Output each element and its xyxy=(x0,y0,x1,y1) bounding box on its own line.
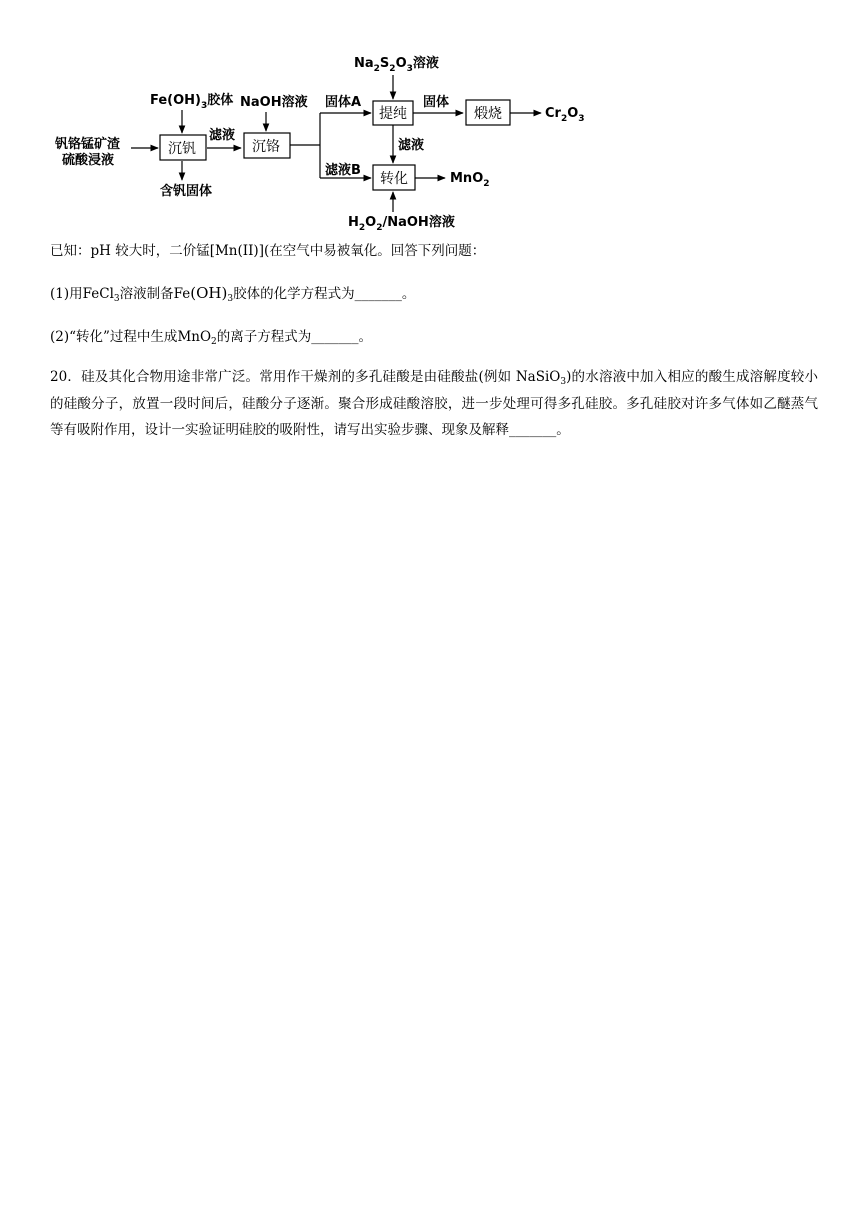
box-precipitate-vanadium-label: 沉钒 xyxy=(168,141,196,157)
q2-suffix: 的离子方程式为_______。 xyxy=(216,329,373,345)
known-formula: Mn(II) xyxy=(214,243,259,259)
q2-mno2: MnO xyxy=(177,329,212,345)
question-20 xyxy=(50,364,818,444)
q2-mno2-sub: 2 xyxy=(211,337,217,347)
question-2 xyxy=(50,328,372,346)
box-precipitate-chromium-label: 沉铬 xyxy=(252,139,280,155)
q1-feoh-paren: (OH) xyxy=(190,284,228,302)
flow-edge-filtrate-1: 滤液 xyxy=(209,128,236,143)
flow-reagent-peroxide-naoh: $H_2O_2$/NaOH溶液 xyxy=(348,215,455,233)
flow-branch-filtrate-b: 滤液B xyxy=(325,163,361,178)
process-flowchart xyxy=(0,0,860,240)
flow-edge-filtrate-2: 滤液 xyxy=(398,138,425,153)
q1-fecl3: FeCl xyxy=(82,286,114,302)
q1-feoh-sub: 3 xyxy=(227,294,234,304)
flow-reagent-iron-hydroxide: $Fe(OH)_3$胶体 xyxy=(150,93,234,111)
q1-fecl3-sub: 3 xyxy=(113,294,120,304)
flow-edge-solid: 固体 xyxy=(423,95,450,110)
q20-text-after: )的水溶液中加入相应的酸生成溶解度较小的硅酸分子，放置一段时间后，硅酸分子逐渐。聚合形成硅酸溶胶，进一步处理可得多孔硅胶。多孔硅胶对许多气体如乙醚蒸气等有吸附作用，设计一实验证明硅胶的吸附性，请写出实验步骤、现象及解释_______。 xyxy=(50,369,818,438)
box-purify-label: 提纯 xyxy=(379,106,407,122)
q1-mid: 溶液制备 xyxy=(119,286,174,302)
q2-prefix: (2)“转化”过程中生成 xyxy=(50,329,178,345)
flow-source-line1: 钒铬锰矿渣 xyxy=(55,137,121,152)
box-convert-label: 转化 xyxy=(380,171,408,187)
flow-product-mno2: MnO$_2$ xyxy=(450,171,490,189)
q20-formula-sub: 3 xyxy=(560,377,567,387)
flow-product-cr2o3: $Cr_2O_3$ xyxy=(545,106,585,124)
known-prefix: 已知：pH 较大时，二价锰[ xyxy=(50,243,215,259)
known-suffix: ](在空气中易被氧化。回答下列问题： xyxy=(258,243,486,259)
question-1 xyxy=(50,284,415,303)
known-condition xyxy=(50,242,485,260)
q20-text-before: 20．硅及其化合物用途非常广泛。常用作干燥剂的多孔硅酸是由硅酸盐(例如 NaSiO xyxy=(50,369,561,385)
box-calcine-label: 煅烧 xyxy=(474,106,502,122)
flow-source-line2: 硫酸浸液 xyxy=(62,153,115,168)
flow-product-vanadium-solid: 含钒固体 xyxy=(160,184,213,199)
flow-reagent-thiosulfate: $Na_2S_2O_3$溶液 xyxy=(354,56,439,74)
flow-branch-solid-a: 固体A xyxy=(325,95,362,110)
q1-feoh: Fe xyxy=(173,286,191,302)
flow-reagent-naoh: NaOH溶液 xyxy=(240,95,308,110)
q1-suffix: 胶体的化学方程式为_______。 xyxy=(233,286,416,302)
q1-prefix: (1)用 xyxy=(50,286,83,302)
